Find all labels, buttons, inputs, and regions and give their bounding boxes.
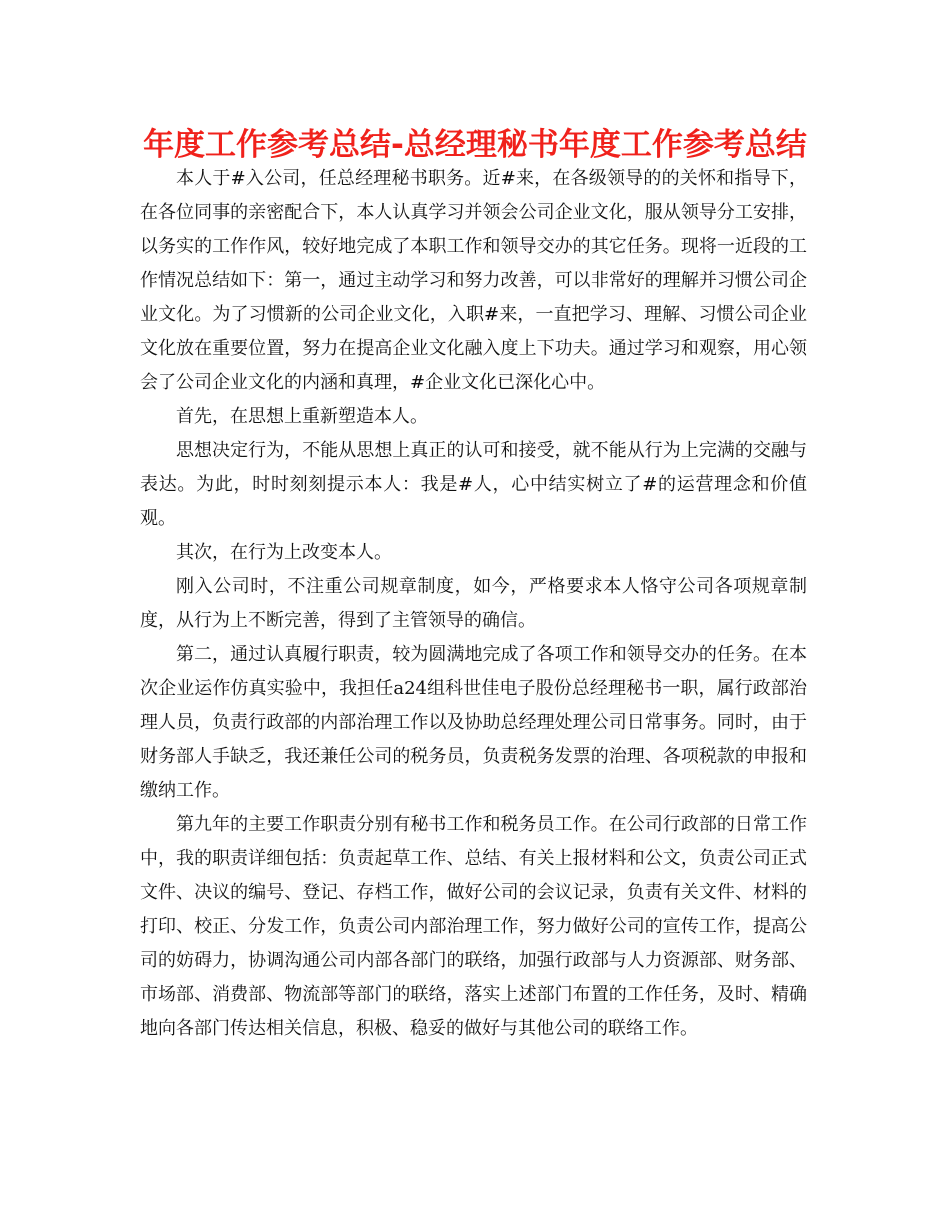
paragraph-ninth-year: 第九年的主要工作职责分别有秘书工作和税务员工作。在公司行政部的日常工作中，我的职责详细包括：负责起草工作、总结、有关上报材料和公文，负责公司正式文件、决议的编号、登记、存档工作，做好公司的会议记录，负责有关文件、材料的打印、校正、分发工作，负责公司内部治理工作，努力做好公司的宣传工作，提高公司的妨碍力，协调沟通公司内部各部门的联络，加强行政部与人力资源部、财务部、市场部、消费部、物流部等部门的联络，落实上述部门布置的工作任务，及时、精确地向各部门传达相关信息，积极、稳妥的做好与其他公司的联络工作。	[140, 814, 807, 1039]
paragraph-intro: 本人于#入公司，任总经理秘书职务。近#来，在各级领导的的关怀和指导下，在各位同事的亲密配合下，本人认真学习并领会公司企业文化，服从领导分工安排，以务实的工作作风，较好地完成了本职工作和领导交办的其它任务。现将一近段的工作情况总结如下：第一，通过主动学习和努力改善，可以非常好的理解并习惯公司企业文化。为了习惯新的公司企业文化，入职#来，一直把学习、理解、习惯公司企业文化放在重要位置，努力在提高企业文化融入度上下功夫。通过学习和观察，用心领会了公司企业文化的内涵和真理，#企业文化已深化心中。	[140, 168, 807, 393]
document-title: 年度工作参考总结-总经理秘书年度工作参考总结	[143, 127, 807, 163]
paragraph-first-point: 首先，在思想上重新塑造本人。	[176, 406, 428, 427]
paragraph-duties: 第二，通过认真履行职责，较为圆满地完成了各项工作和领导交办的任务。在本次企业运作仿真实验中，我担任a24组科世佳电子股份总经理秘书一职，属行政部治理人员，负责行政部的内部治理工作以及协助总经理处理公司日常事务。同时，由于财务部人手缺乏，我还兼任公司的税务员，负责税务发票的治理、各项税款的申报和缴纳工作。	[140, 644, 807, 801]
paragraph-rules: 刚入公司时，不注重公司规章制度，如今，严格要求本人恪守公司各项规章制度，从行为上不断完善，得到了主管领导的确信。	[140, 576, 807, 631]
document-body	[140, 162, 807, 1046]
paragraph-thought-behavior: 思想决定行为，不能从思想上真正的认可和接受，就不能从行为上完满的交融与表达。为此，时时刻刻提示本人：我是#人，心中结实树立了#的运营理念和价值观。	[140, 440, 807, 529]
paragraph-second-point: 其次，在行为上改变本人。	[176, 542, 392, 563]
